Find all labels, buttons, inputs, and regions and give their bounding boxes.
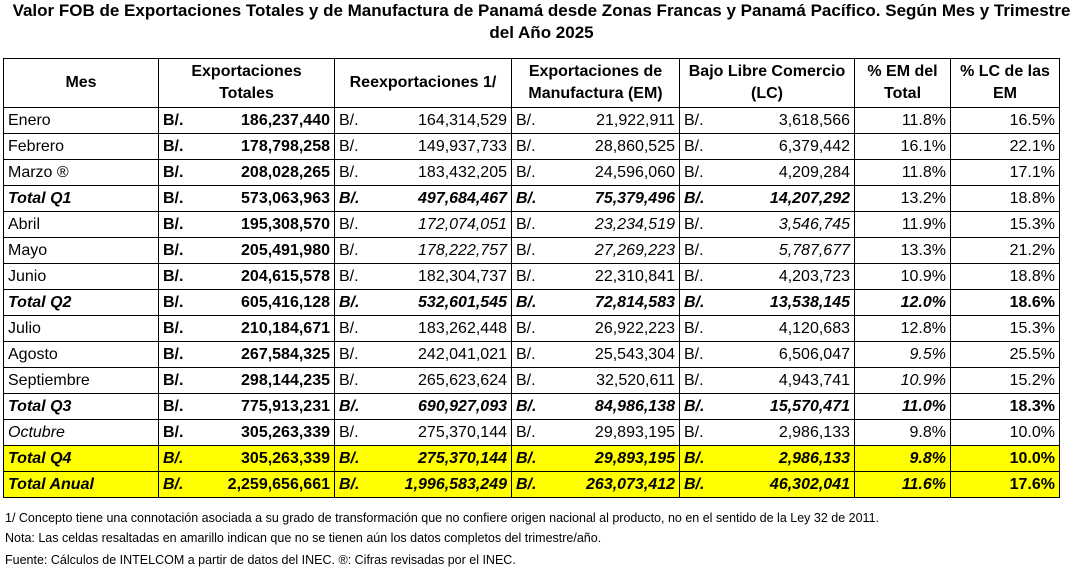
table-row [4,368,1060,394]
cell-libre-comercio: 13,538,145 [720,290,855,316]
cell-libre-comercio: 15,570,471 [720,394,855,420]
cell-reexportaciones: 182,304,737 [375,264,512,290]
cell-exportaciones-manufactura: 24,596,060 [552,160,680,186]
cell-reexportaciones: 149,937,733 [375,134,512,160]
cell-currency: B/. [512,368,552,394]
cell-pct-lc: 21.2% [951,238,1060,264]
cell-currency: B/. [512,420,552,446]
cell-currency: B/. [680,186,720,212]
cell-currency: B/. [512,212,552,238]
cell-currency: B/. [512,134,552,160]
cell-currency: B/. [159,212,199,238]
table-row [4,212,1060,238]
cell-exportaciones-manufactura: 26,922,223 [552,316,680,342]
cell-currency: B/. [159,368,199,394]
cell-exportaciones-totales: 605,416,128 [199,290,335,316]
cell-reexportaciones: 690,927,093 [375,394,512,420]
cell-exportaciones-totales: 298,144,235 [199,368,335,394]
table-row [4,108,1060,134]
cell-currency: B/. [512,186,552,212]
cell-mes: Total Q3 [4,394,159,420]
footnote-concepto: 1/ Concepto tiene una connotación asociada a su grado de transformación que no confiere origen nacional al producto, no en el sentido de la Ley 32 de 2011. [5,511,879,525]
table-row [4,238,1060,264]
cell-mes: Enero [4,108,159,134]
cell-exportaciones-totales: 305,263,339 [199,420,335,446]
cell-libre-comercio: 3,546,745 [720,212,855,238]
cell-currency: B/. [512,108,552,134]
cell-currency: B/. [335,394,375,420]
cell-mes: Marzo ® [4,160,159,186]
cell-reexportaciones: 242,041,021 [375,342,512,368]
cell-pct-em: 11.6% [855,472,951,498]
cell-currency: B/. [159,290,199,316]
cell-currency: B/. [159,342,199,368]
cell-currency: B/. [512,342,552,368]
cell-mes: Total Q1 [4,186,159,212]
cell-pct-lc: 10.0% [951,446,1060,472]
cell-currency: B/. [335,186,375,212]
cell-exportaciones-manufactura: 25,543,304 [552,342,680,368]
cell-pct-lc: 15.3% [951,316,1060,342]
cell-pct-em: 9.8% [855,420,951,446]
footnote-fuente: Fuente: Cálculos de INTELCOM a partir de datos del INEC. ®: Cifras revisadas por el INEC. [5,553,516,567]
cell-currency: B/. [159,316,199,342]
cell-currency: B/. [335,420,375,446]
cell-exportaciones-manufactura: 23,234,519 [552,212,680,238]
cell-pct-lc: 17.6% [951,472,1060,498]
cell-currency: B/. [512,472,552,498]
cell-currency: B/. [335,238,375,264]
cell-currency: B/. [680,134,720,160]
cell-pct-em: 12.0% [855,290,951,316]
cell-currency: B/. [680,316,720,342]
cell-exportaciones-manufactura: 263,073,412 [552,472,680,498]
cell-exportaciones-totales: 267,584,325 [199,342,335,368]
cell-reexportaciones: 1,996,583,249 [375,472,512,498]
table-row [4,420,1060,446]
cell-libre-comercio: 4,120,683 [720,316,855,342]
cell-pct-lc: 18.6% [951,290,1060,316]
cell-pct-lc: 18.3% [951,394,1060,420]
cell-exportaciones-totales: 178,798,258 [199,134,335,160]
table-row [4,472,1060,498]
cell-libre-comercio: 2,986,133 [720,420,855,446]
cell-pct-lc: 10.0% [951,420,1060,446]
cell-exportaciones-manufactura: 21,922,911 [552,108,680,134]
cell-currency: B/. [335,108,375,134]
cell-exportaciones-totales: 195,308,570 [199,212,335,238]
cell-mes: Agosto [4,342,159,368]
cell-exportaciones-manufactura: 22,310,841 [552,264,680,290]
cell-exportaciones-manufactura: 29,893,195 [552,446,680,472]
cell-libre-comercio: 4,209,284 [720,160,855,186]
table-row [4,264,1060,290]
cell-currency: B/. [512,238,552,264]
cell-pct-lc: 15.3% [951,212,1060,238]
cell-mes: Octubre [4,420,159,446]
cell-exportaciones-manufactura: 72,814,583 [552,290,680,316]
cell-pct-lc: 17.1% [951,160,1060,186]
cell-pct-em: 13.3% [855,238,951,264]
cell-currency: B/. [335,212,375,238]
cell-currency: B/. [512,446,552,472]
cell-pct-lc: 15.2% [951,368,1060,394]
cell-reexportaciones: 532,601,545 [375,290,512,316]
cell-mes: Abril [4,212,159,238]
cell-currency: B/. [335,368,375,394]
cell-reexportaciones: 183,262,448 [375,316,512,342]
cell-reexportaciones: 275,370,144 [375,446,512,472]
cell-currency: B/. [335,160,375,186]
cell-currency: B/. [159,446,199,472]
cell-mes: Septiembre [4,368,159,394]
cell-reexportaciones: 275,370,144 [375,420,512,446]
table-row [4,160,1060,186]
table-row [4,290,1060,316]
cell-mes: Total Q2 [4,290,159,316]
cell-reexportaciones: 172,074,051 [375,212,512,238]
cell-currency: B/. [512,394,552,420]
cell-currency: B/. [335,134,375,160]
cell-libre-comercio: 2,986,133 [720,446,855,472]
cell-reexportaciones: 178,222,757 [375,238,512,264]
cell-pct-em: 11.8% [855,108,951,134]
cell-currency: B/. [159,264,199,290]
table-row [4,446,1060,472]
cell-libre-comercio: 4,943,741 [720,368,855,394]
cell-currency: B/. [680,394,720,420]
cell-mes: Total Q4 [4,446,159,472]
table-row [4,134,1060,160]
cell-mes: Julio [4,316,159,342]
cell-pct-em: 10.9% [855,368,951,394]
cell-pct-lc: 16.5% [951,108,1060,134]
cell-currency: B/. [680,212,720,238]
cell-libre-comercio: 5,787,677 [720,238,855,264]
cell-currency: B/. [335,290,375,316]
cell-libre-comercio: 14,207,292 [720,186,855,212]
header-pct-lc: % LC de las EM [951,59,1060,108]
cell-pct-em: 13.2% [855,186,951,212]
cell-currency: B/. [159,472,199,498]
header-row [4,59,1060,108]
cell-exportaciones-totales: 208,028,265 [199,160,335,186]
cell-pct-lc: 18.8% [951,264,1060,290]
cell-currency: B/. [680,290,720,316]
cell-reexportaciones: 265,623,624 [375,368,512,394]
cell-libre-comercio: 6,506,047 [720,342,855,368]
cell-pct-em: 9.8% [855,446,951,472]
cell-mes: Junio [4,264,159,290]
cell-pct-lc: 18.8% [951,186,1060,212]
cell-exportaciones-manufactura: 27,269,223 [552,238,680,264]
cell-exportaciones-totales: 205,491,980 [199,238,335,264]
cell-reexportaciones: 497,684,467 [375,186,512,212]
cell-currency: B/. [680,342,720,368]
cell-libre-comercio: 3,618,566 [720,108,855,134]
cell-currency: B/. [159,394,199,420]
cell-mes: Mayo [4,238,159,264]
cell-mes: Total Anual [4,472,159,498]
cell-exportaciones-totales: 775,913,231 [199,394,335,420]
cell-currency: B/. [512,316,552,342]
header-mes: Mes [4,59,159,108]
cell-currency: B/. [159,108,199,134]
cell-currency: B/. [159,420,199,446]
cell-currency: B/. [680,472,720,498]
footnote-nota: Nota: Las celdas resaltadas en amarillo indican que no se tienen aún los datos completos del trimestre/año. [5,531,602,545]
cell-currency: B/. [680,368,720,394]
cell-exportaciones-totales: 210,184,671 [199,316,335,342]
cell-currency: B/. [335,316,375,342]
cell-currency: B/. [680,108,720,134]
cell-exportaciones-manufactura: 29,893,195 [552,420,680,446]
cell-libre-comercio: 4,203,723 [720,264,855,290]
cell-currency: B/. [512,160,552,186]
cell-exportaciones-totales: 186,237,440 [199,108,335,134]
cell-currency: B/. [335,342,375,368]
cell-pct-em: 10.9% [855,264,951,290]
cell-reexportaciones: 164,314,529 [375,108,512,134]
header-exportaciones-totales: Exportaciones Totales [159,59,335,108]
cell-currency: B/. [159,186,199,212]
exports-table [3,58,1060,498]
cell-pct-em: 11.0% [855,394,951,420]
cell-currency: B/. [512,264,552,290]
cell-exportaciones-manufactura: 84,986,138 [552,394,680,420]
cell-currency: B/. [512,290,552,316]
table-row [4,394,1060,420]
header-pct-em: % EM del Total [855,59,951,108]
table-row [4,342,1060,368]
cell-currency: B/. [680,446,720,472]
cell-currency: B/. [680,238,720,264]
page-title: Valor FOB de Exportaciones Totales y de Manufactura de Panamá desde Zonas Francas y Panamá Pacífico. Según Mes y Trimestre del Año 2025 [12,1,1071,42]
cell-libre-comercio: 46,302,041 [720,472,855,498]
cell-pct-em: 12.8% [855,316,951,342]
cell-pct-em: 11.8% [855,160,951,186]
cell-exportaciones-manufactura: 32,520,611 [552,368,680,394]
cell-pct-em: 11.9% [855,212,951,238]
cell-currency: B/. [335,446,375,472]
cell-exportaciones-manufactura: 75,379,496 [552,186,680,212]
header-reexportaciones: Reexportaciones 1/ [335,59,512,108]
cell-currency: B/. [159,134,199,160]
cell-reexportaciones: 183,432,205 [375,160,512,186]
cell-currency: B/. [680,420,720,446]
cell-pct-em: 9.5% [855,342,951,368]
cell-exportaciones-totales: 305,263,339 [199,446,335,472]
table-row [4,186,1060,212]
cell-exportaciones-totales: 573,063,963 [199,186,335,212]
cell-exportaciones-totales: 204,615,578 [199,264,335,290]
cell-currency: B/. [159,160,199,186]
header-libre-comercio: Bajo Libre Comercio (LC) [680,59,855,108]
cell-currency: B/. [335,264,375,290]
cell-exportaciones-manufactura: 28,860,525 [552,134,680,160]
cell-pct-lc: 25.5% [951,342,1060,368]
cell-currency: B/. [680,264,720,290]
cell-pct-em: 16.1% [855,134,951,160]
cell-mes: Febrero [4,134,159,160]
header-exportaciones-manufactura: Exportaciones de Manufactura (EM) [512,59,680,108]
cell-currency: B/. [680,160,720,186]
cell-currency: B/. [159,238,199,264]
cell-pct-lc: 22.1% [951,134,1060,160]
cell-currency: B/. [335,472,375,498]
cell-exportaciones-totales: 2,259,656,661 [199,472,335,498]
table-row [4,316,1060,342]
cell-libre-comercio: 6,379,442 [720,134,855,160]
